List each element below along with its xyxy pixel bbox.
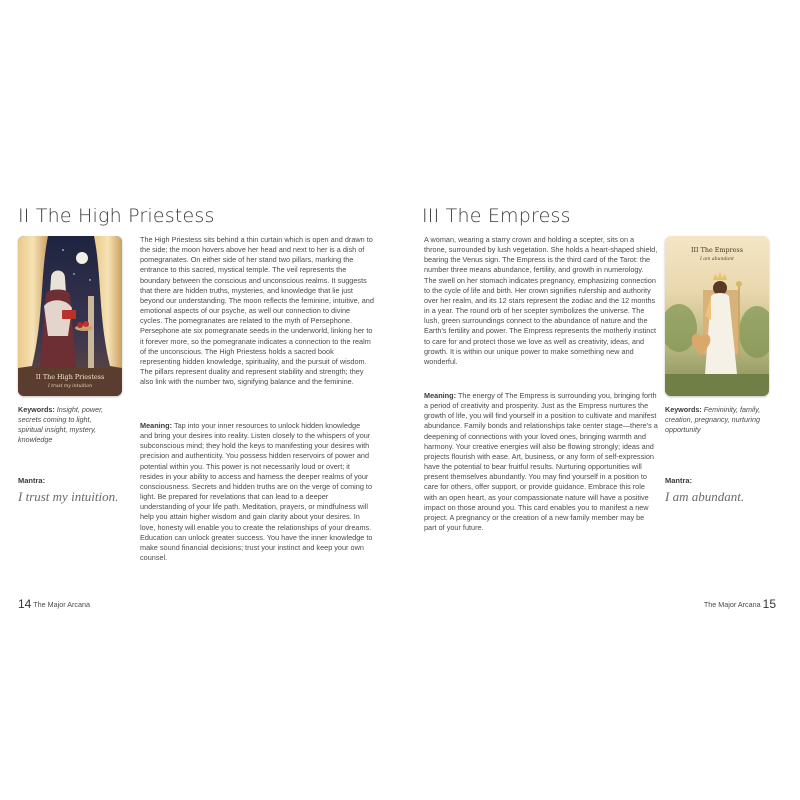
page-footer bbox=[704, 597, 776, 611]
meaning-text: The energy of The Empress is surrounding you, bringing forth a period of creativity and prosperity. Just as the Empress nurtures the growth of life, you will find yourself in a position to cultivate and manifest abundance. Family bonds and relationships take center stage—there's a deepening of connections with your loved ones, bringing warmth and harmony. Your creative energies will also be flowing strongly; ideas and projects flourish with ease. Art, business, or any form of self-expression have the potential to bear fruitful results. Nurturing opportunities will present themselves abundantly. You may find yourself in a position to care for others, offer support, or provide guidance. Embrace this role with an open heart, as your compassionate nature will have a positive impact on those around you. This card enables you to manifest a new project. A pregnancy or the creation of a new family member may be part of your future. bbox=[424, 391, 658, 533]
high-priestess-card-image bbox=[18, 236, 122, 396]
keywords bbox=[18, 405, 118, 445]
page-footer bbox=[18, 597, 90, 611]
keywords-text: Femininity, family, creation, pregnancy, nurturing opportunity bbox=[665, 405, 761, 434]
meaning-label: Meaning: bbox=[140, 421, 173, 430]
right-page bbox=[400, 0, 800, 800]
running-head: The Major Arcana bbox=[703, 600, 761, 609]
card-meaning bbox=[140, 421, 374, 563]
keywords-label: Keywords: bbox=[665, 405, 702, 414]
card-subtitle-text: I trust my intuition bbox=[47, 384, 93, 389]
meaning-label: Meaning: bbox=[424, 391, 457, 400]
page-number: 15 bbox=[762, 597, 776, 611]
empress-card-image bbox=[665, 236, 769, 396]
page-title: II The High Priestess bbox=[18, 205, 215, 227]
card-name-text: III The Empress bbox=[690, 246, 744, 254]
mantra-text: I am abundant. bbox=[665, 489, 745, 504]
mantra-label: Mantra: bbox=[18, 476, 46, 485]
page-title: III The Empress bbox=[422, 205, 571, 227]
keywords-text: Insight, power, secrets coming to light, spiritual insight, mystery, knowledge bbox=[18, 405, 104, 444]
meaning-text: Tap into your inner resources to unlock hidden knowledge and bring your desires into reality. Listen closely to the whispers of your subconscious mind; they hold the keys to manifesting your desires with precision and authenticity. You possess hidden reservoirs of power and potential within you. This power is not necessarily loud or overt; it resides in your ability to access and harness the deeper realms of your consciousness. Secrets and hidden truths are on the verge of coming to light. Be prepared for revelations that can lead to a deeper understanding of your life path. Meditation, prayers, or mindfulness will help you attain higher wisdom and gain clarity about your desires. In love, honesty will enable you to create the relationships of your dreams. Education can unlock greater success. You have the inner knowledge to make sound financial decisions; trust your instinct and keep your own counsel. bbox=[140, 421, 373, 563]
keywords bbox=[665, 405, 765, 435]
card-meaning bbox=[424, 391, 658, 533]
card-subtitle-text: I am abundant bbox=[700, 257, 734, 262]
card-description: The High Priestess sits behind a thin curtain which is open and drawn to the side; the moon hovers above her head and next to her is a dish of pomegranates. On either side of her stand two pillars, marking the entrance to this sacred, mystical temple. The veil represents the boundary between the conscious and unconscious realms. It suggests that there are hidden truths, mysteries, and knowledge that lie just beyond our understanding. The moon reflects the feminine, intuitive, and emotional aspects of our psyche, as well our connection to divine cycles. The pomegranates are related to the myth of Persephone. Persephone ate six pomegranate seeds in the underworld, linking her to it forever more, so the pomegranate indicates a connection to the realm of the unconscious. The High Priestess holds a sacred book representing hidden knowledge, spirituality, and the pursuit of wisdom. The pillars represent duality and represent stability and strength; they also link with the number two, signifying balance and the feminine. bbox=[140, 235, 374, 387]
keywords-label: Keywords: bbox=[18, 405, 55, 414]
mantra-text: I trust my intuition. bbox=[18, 489, 119, 504]
running-head: The Major Arcana bbox=[33, 600, 90, 609]
page-number: 14 bbox=[18, 597, 32, 611]
card-name-text: II The High Priestess bbox=[35, 373, 105, 381]
mantra-label: Mantra: bbox=[665, 476, 693, 485]
card-description: A woman, wearing a starry crown and holding a scepter, sits on a throne, surrounded by lush vegetation. She holds a heart-shaped shield, bearing the Venus sign. The Empress is the third card of the Tarot: the number three means abundance, fertility, and growth in numerology. The swell on her stomach indicates pregnancy, emphasizing connection to the cycle of life and birth. Her crown signifies rulership and authority over her realm, and its 12 stars represent the zodiac and the 12 months in a year. The round orb of her scepter symbolizes the universe. The lush, green surroundings connect to the abundance of nature and the Earth's fertility and power. The Empress represents the motherly instinct to care for and protect those we love as well as creativity, ideas, and growth. It is within our unique power to make something new and wonderful. bbox=[424, 235, 658, 366]
